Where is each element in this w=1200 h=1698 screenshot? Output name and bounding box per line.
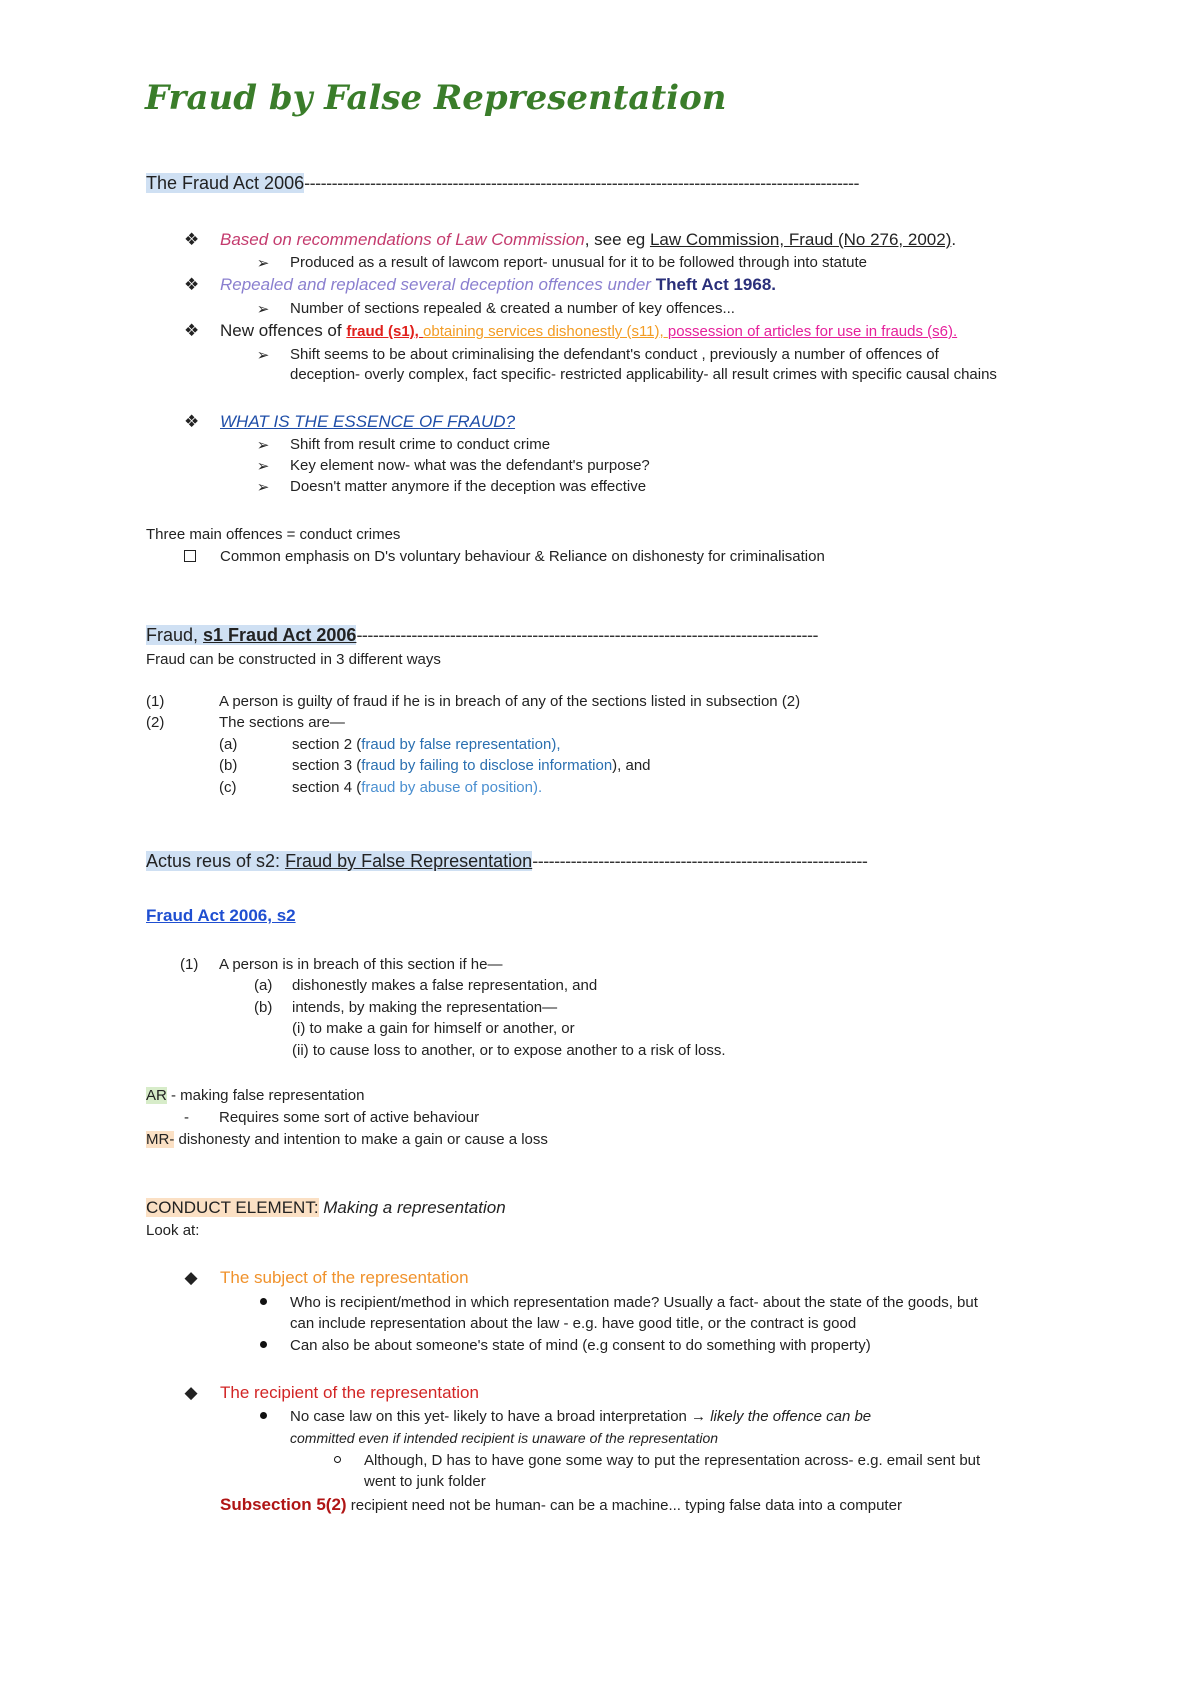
clause-number: (a) [254, 977, 273, 994]
arrow-bullet-icon: ➢ [256, 458, 270, 475]
sub-list-item-text: Doesn't matter anymore if the deception was effective [290, 478, 647, 495]
diamond-bullet-icon: ❖ [184, 321, 200, 340]
sub-list-item [256, 346, 939, 364]
section-header-conduct [146, 1198, 506, 1218]
diamond-bullet-icon: ❖ [184, 230, 200, 249]
list-item [184, 412, 516, 432]
list-item [184, 321, 958, 341]
section-header-link[interactable]: Fraud by False Representation [285, 851, 533, 871]
sub-list-item-text: Can also be about someone's state of mind (e.g consent to do something with property) [290, 1337, 871, 1354]
offence-fraud: fraud (s1), [346, 323, 424, 340]
sub-sub-list-item [330, 1452, 981, 1469]
diamond-bullet-icon: ◆ [184, 1268, 198, 1287]
arrow-bullet-icon: ➢ [256, 437, 270, 454]
list-item [184, 1383, 479, 1403]
paragraph [146, 1087, 364, 1104]
paragraph [220, 1495, 902, 1515]
sub-list-item-text: Shift seems to be about criminalising the defendant's conduct , previously a number of offences of [290, 346, 939, 363]
sub-list-item [256, 1408, 872, 1425]
clause-text: intends, by making the representation— [292, 999, 558, 1016]
clause-text [292, 757, 651, 774]
clause-number: (1) [180, 956, 199, 973]
section-divider: ------------------------------------------------------------------------------------ [356, 625, 818, 645]
sub-list-item-text: Key element now- what was the defendant's purpose? [290, 457, 650, 474]
sub-list-item-text: can include representation about the law - e.g. have good title, or the contract is good [290, 1315, 857, 1332]
bullet-dot-icon [256, 1294, 270, 1311]
paragraph-text: recipient need not be human- can be a machine... typing false data into a computer [346, 1497, 902, 1514]
section-header-fraud-act [146, 173, 859, 194]
mr-tag: MR- [146, 1131, 175, 1148]
citation-link[interactable]: Law Commission, Fraud (No 276, 2002) [649, 230, 952, 249]
sub-sub-list-item-text: went to junk folder [364, 1473, 486, 1490]
list-item-heading: The subject of the representation [220, 1268, 469, 1287]
section-header-actus-reus [146, 851, 867, 872]
list-item-text: Common emphasis on D's voluntary behaviour & Reliance on dishonesty for criminalisation [220, 548, 825, 565]
clause-text-part: ), [551, 736, 561, 753]
section-header-s1 [146, 625, 818, 646]
clause-text: The sections are— [219, 714, 345, 731]
list-item [184, 275, 776, 295]
list-item-text: Repealed and replaced several deception offences under [220, 275, 656, 294]
checkbox-icon [184, 550, 196, 562]
clause-text [292, 779, 542, 796]
clause-text [292, 736, 561, 753]
clause-text: A person is guilty of fraud if he is in breach of any of the sections listed in subsection (2) [219, 693, 801, 710]
list-item-text: , see eg [584, 230, 650, 249]
page-title: Fraud by False Representation [145, 78, 727, 118]
section-header-label: The Fraud Act 2006 [146, 173, 305, 193]
sub-list-item-text: likely the offence can be [710, 1408, 872, 1425]
section-header-label: Actus reus of s2: [146, 851, 286, 871]
list-item-text: New offences of [220, 321, 347, 340]
sub-list-item [256, 300, 735, 318]
arrow-bullet-icon: ➢ [256, 479, 270, 496]
clause-text: (ii) to cause loss to another, or to expose another to a risk of loss. [292, 1042, 726, 1059]
paragraph-text: - making false representation [166, 1087, 365, 1104]
sub-list-item-text: deception- overly complex, fact specific- restricted applicability- all result crimes with specific causal chains [290, 366, 997, 383]
clause-number: (2) [146, 714, 165, 731]
paragraph: Three main offences = conduct crimes [146, 526, 401, 543]
paragraph-text: dishonesty and intention to make a gain or cause a loss [174, 1131, 548, 1148]
clause-number: (c) [219, 779, 237, 796]
section-divider: ------------------------------------------------------------- [532, 851, 868, 871]
sub-list-item-text: Who is recipient/method in which representation made? Usually a fact- about the state of the goods, but [290, 1294, 978, 1311]
arrow-bullet-icon: ➢ [256, 347, 270, 364]
clause-text-part: section 2 ( [292, 736, 362, 753]
bullet-dot-icon [256, 1408, 270, 1425]
diamond-bullet-icon: ❖ [184, 275, 200, 294]
sub-list-item [256, 478, 647, 496]
sub-list-item-text: Number of sections repealed & created a number of key offences... [290, 300, 735, 317]
diamond-bullet-icon: ◆ [184, 1383, 198, 1402]
clause-number: (b) [219, 757, 238, 774]
paragraph: Look at: [146, 1222, 200, 1239]
paragraph: Fraud can be constructed in 3 different ways [146, 651, 441, 668]
subsection-label: Subsection 5(2) [220, 1495, 347, 1514]
sub-list-item-text: Produced as a result of lawcom report- unusual for it to be followed through into statute [290, 254, 867, 271]
bullet-dot-icon [256, 1337, 270, 1354]
sub-list-item [256, 457, 650, 475]
sub-list-item [256, 436, 551, 454]
list-item-text: Based on recommendations of Law Commission [220, 230, 585, 249]
list-item [184, 548, 825, 565]
sub-list-item [256, 254, 867, 272]
list-item-heading: The recipient of the representation [220, 1383, 479, 1402]
sub-list-item-text: Shift from result crime to conduct crime [290, 436, 551, 453]
clause-text: A person is in breach of this section if he— [219, 956, 503, 973]
statute-name: Theft Act 1968. [655, 275, 776, 294]
clause-text-part: fraud by abuse of position). [361, 779, 543, 796]
clause-number: (b) [254, 999, 273, 1016]
sub-list-item-text: committed even if intended recipient is unaware of the representation [290, 1430, 719, 1446]
offence-services: obtaining services dishonestly (s11), [423, 323, 668, 340]
sub-sub-list-item-text: Although, D has to have gone some way to put the representation across- e.g. email sent but [364, 1452, 981, 1469]
list-item-text: Requires some sort of active behaviour [219, 1109, 480, 1126]
ar-tag: AR [146, 1087, 167, 1104]
clause-text-part: fraud by failing to disclose information [361, 757, 613, 774]
clause-text: dishonestly makes a false representation, and [292, 977, 598, 994]
statute-link[interactable]: s1 Fraud Act 2006 [203, 625, 357, 645]
arrow-bullet-icon: ➢ [256, 301, 270, 318]
list-item-text: . [951, 230, 957, 249]
section-header-label: Fraud, [146, 625, 204, 645]
list-item [184, 230, 957, 250]
hollow-bullet-icon [330, 1452, 344, 1469]
clause-number: (1) [146, 693, 165, 710]
statute-link[interactable]: Fraud Act 2006, s2 [146, 906, 296, 925]
sub-list-item-text: No case law on this yet- likely to have a broad interpretation → [290, 1408, 711, 1425]
offence-articles: possession of articles for use in frauds (s6). [667, 323, 958, 340]
section-divider: ----------------------------------------------------------------------------------------------------- [304, 173, 860, 193]
clause-text-part: section 4 ( [292, 779, 362, 796]
clause-number: (a) [219, 736, 238, 753]
paragraph [146, 1131, 548, 1148]
clause-text: (i) to make a gain for himself or another, or [292, 1020, 575, 1037]
section-header-label: CONDUCT ELEMENT: [146, 1198, 319, 1217]
sub-list-item [256, 1337, 871, 1354]
diamond-bullet-icon: ❖ [184, 412, 200, 431]
clause-text-part: fraud by false representation [361, 736, 552, 753]
essence-heading: WHAT IS THE ESSENCE OF FRAUD? [220, 412, 516, 431]
dash-bullet: - [184, 1109, 189, 1126]
clause-text-part: section 3 ( [292, 757, 362, 774]
clause-text-part: ), and [612, 757, 651, 774]
list-item [184, 1268, 469, 1288]
sub-list-item [256, 1294, 978, 1311]
section-header-subtitle: Making a representation [318, 1198, 506, 1217]
arrow-bullet-icon: ➢ [256, 255, 270, 272]
